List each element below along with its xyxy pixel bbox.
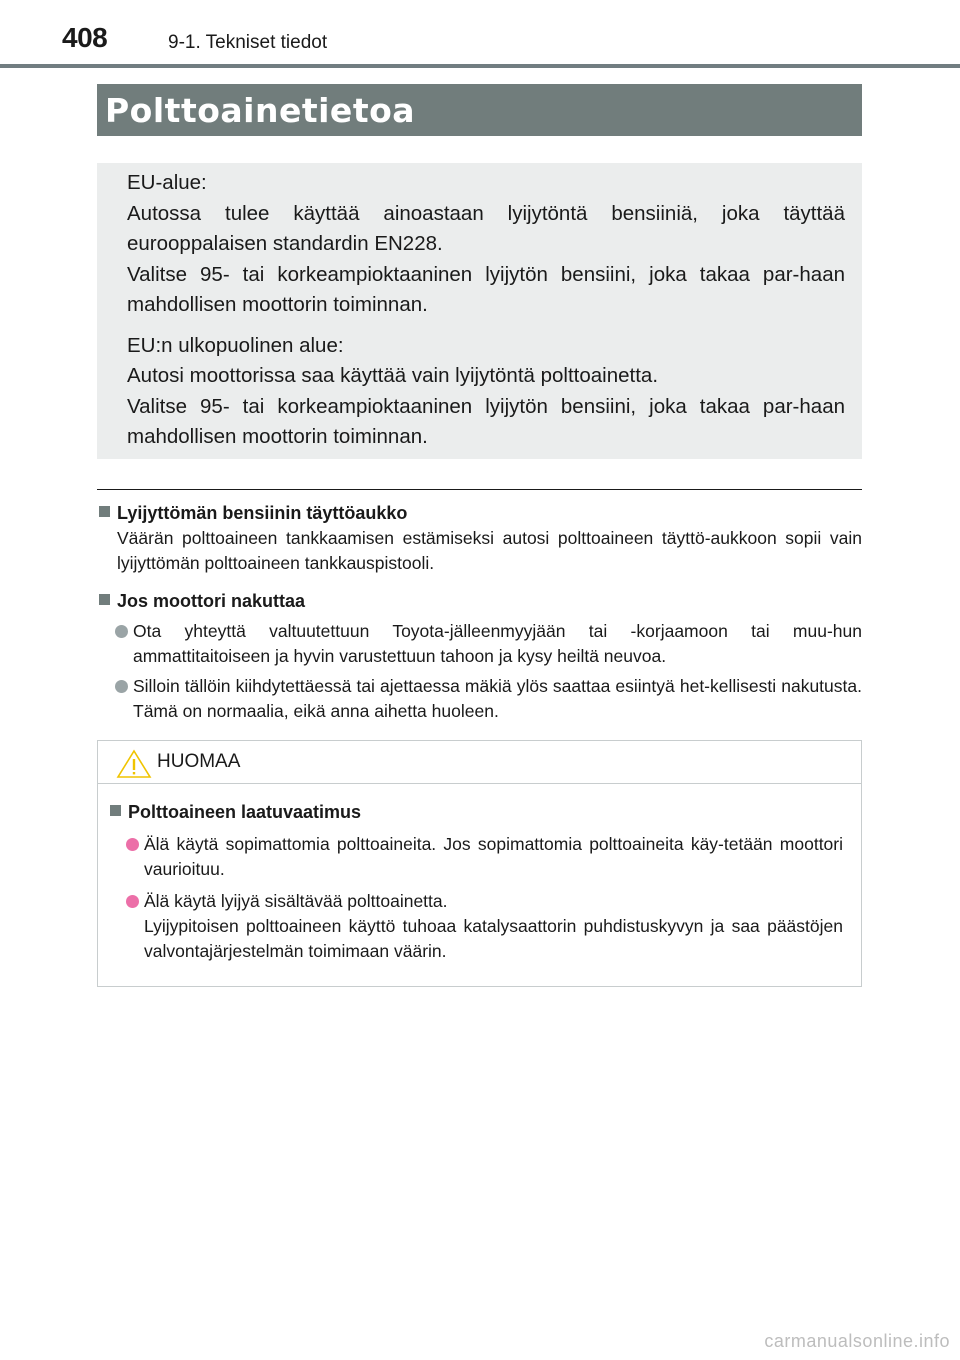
notice-body xyxy=(98,799,843,964)
notice-box xyxy=(97,740,862,987)
list-item: Silloin tällöin kiihdytettäessä tai ajettaessa mäkiä ylös saattaa esiintyä het-kellisesti nakutusta. Tämä on normaalia, eikä anna aihetta huoleen. xyxy=(97,674,862,724)
square-bullet-icon xyxy=(110,805,121,816)
circle-bullet-icon xyxy=(115,625,128,638)
section-text: Väärän polttoaineen tankkaamisen estämiseksi autosi polttoaineen täyttö-aukkoon sopii vain lyijyttömän polttoaineen tankkauspistooli. xyxy=(117,528,862,573)
list-item: Ota yhteyttä valtuutettuun Toyota-jälleenmyyjään tai -korjaamoon tai muu-hun ammattitaitoiseen ja hyvin varustettuun tahoon ja kysy heiltä neuvoa. xyxy=(97,619,862,669)
notice-heading: Polttoaineen laatuvaatimus xyxy=(98,799,843,825)
header-divider xyxy=(0,64,960,68)
footer-watermark: carmanualsonline.info xyxy=(764,1331,950,1351)
page-number: 408 xyxy=(62,22,108,53)
page-header xyxy=(0,0,960,70)
section-filler-neck xyxy=(97,500,862,576)
section-heading: Jos moottori nakuttaa xyxy=(97,588,862,614)
non-eu-text-1: Autosi moottorissa saa käyttää vain lyijytöntä polttoainetta. xyxy=(127,364,659,387)
section-engine-knock xyxy=(97,588,862,724)
list-item: Älä käytä sopimattomia polttoaineita. Jos sopimattomia polttoaineita käy-tetään moottori vaurioituu. xyxy=(98,832,843,882)
eu-label: EU-alue: xyxy=(127,171,207,194)
eu-text-2: Valitse 95- tai korkeampioktaaninen lyijytön bensiini, joka takaa par-haan mahdollisen moottorin toiminnan. xyxy=(127,262,845,316)
notice-title: HUOMAA xyxy=(157,751,241,772)
main-content xyxy=(97,500,862,736)
square-bullet-icon xyxy=(99,594,110,605)
circle-bullet-icon xyxy=(115,680,128,693)
square-bullet-icon xyxy=(99,506,110,517)
eu-text-1: Autossa tulee käyttää ainoastaan lyijytöntä bensiiniä, joka täyttää eurooppalaisen standardin EN228. xyxy=(127,201,845,255)
section-heading: Lyijyttömän bensiinin täyttöaukko xyxy=(97,500,862,526)
section-divider xyxy=(97,489,862,490)
title-bar xyxy=(97,84,862,136)
page-title: Polttoainetietoa xyxy=(105,91,416,130)
non-eu-label: EU:n ulkopuolinen alue: xyxy=(127,333,344,357)
list-item-detail: Lyijypitoisen polttoaineen käyttö tuhoaa katalysaattorin puhdistuskyvyn ja saa päästöjen valvontajärjestelmän toimimaan väärin. xyxy=(144,916,843,961)
non-eu-text-2: Valitse 95- tai korkeampioktaaninen lyijytön bensiini, joka takaa par-haan mahdollisen moottorin toiminnan. xyxy=(127,394,845,448)
list-item: Älä käytä lyijyä sisältävää polttoainetta. Lyijypitoisen polttoaineen käyttö tuhoaa katalysaattorin puhdistuskyvyn ja saa päästöjen valvontajärjestelmän toimimaan väärin. xyxy=(98,889,843,964)
warning-triangle-icon xyxy=(116,749,152,779)
notice-header xyxy=(98,741,861,784)
circle-bullet-icon xyxy=(126,895,139,908)
fuel-info-box xyxy=(97,163,862,459)
section-path: 9-1. Tekniset tiedot xyxy=(168,32,328,53)
circle-bullet-icon xyxy=(126,838,139,851)
